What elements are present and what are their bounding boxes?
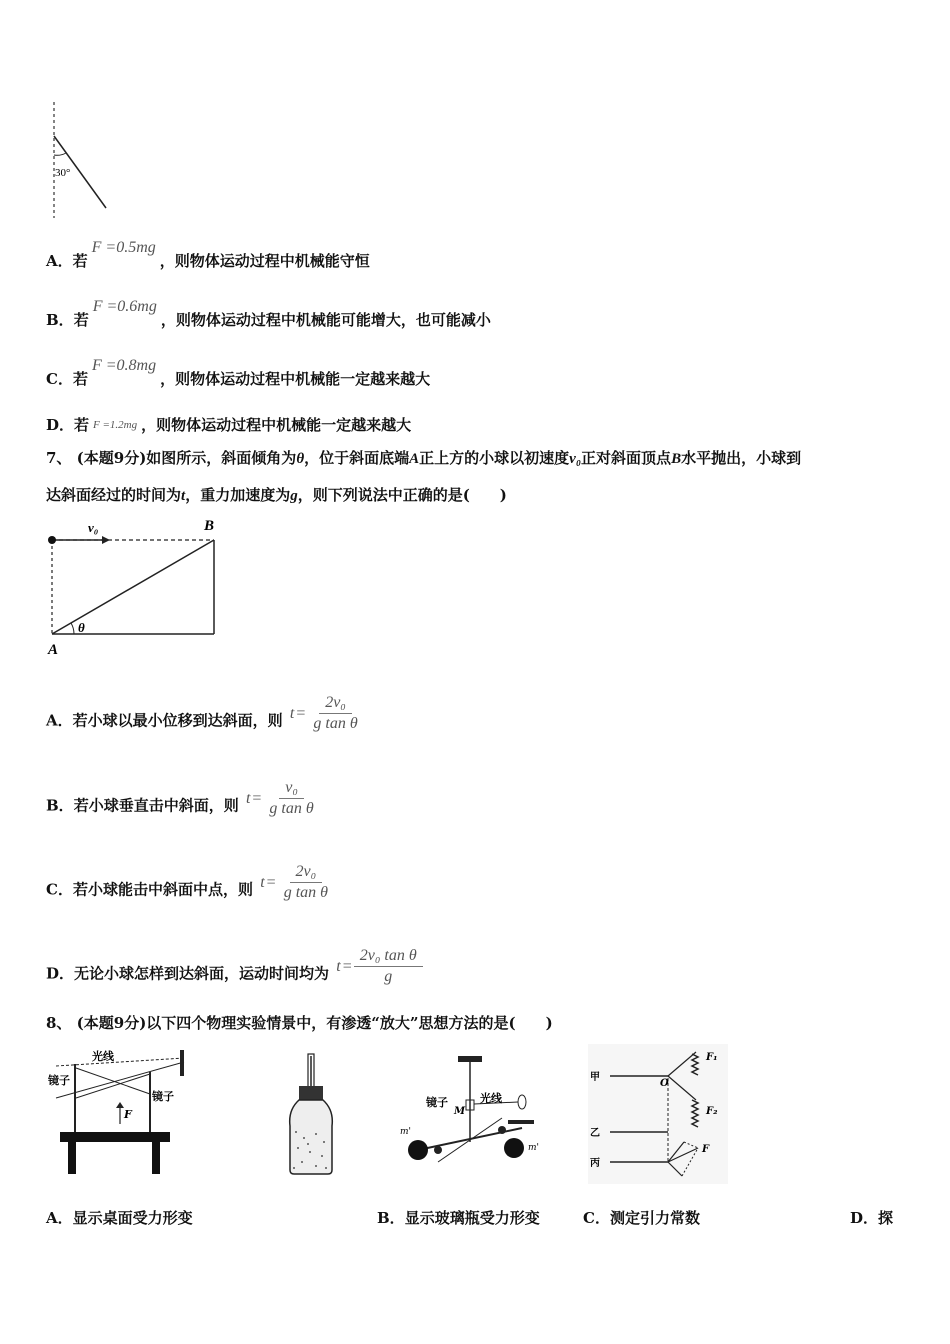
force-label: F (124, 1108, 132, 1121)
mirror1-label: 镜子 (48, 1074, 70, 1087)
torsion-light-label: 光线 (480, 1092, 502, 1105)
theta-label: θ (78, 620, 85, 635)
q7-figure (44, 512, 224, 658)
mirror2-label: 镜子 (152, 1090, 174, 1103)
torsion-m1-label: m' (400, 1127, 412, 1137)
q8-figure-bottle (282, 1052, 342, 1177)
q6-figure (46, 100, 116, 220)
q6-option-d[interactable]: D．若 F =1.2mg ，则物体运动过程中机械能一定越来越大 (46, 416, 412, 434)
o-label: O (660, 1078, 669, 1089)
q8-stem: 8、 (本题9分)以下四个物理实验情景中，有渗透“放大”思想方法的是( ) (46, 1014, 553, 1032)
q7-option-d[interactable]: D．无论小球怎样到达斜面，运动时间均为 t = $\frac{\text{2v₀ tan θ}}{g}$ (46, 955, 423, 994)
f1-label: F₁ (706, 1052, 718, 1063)
q7-stem: 7、 (本题9分)如图所示，斜面倾角为θ，位于斜面底端A正上方的小球以初速度v₀正对斜面顶点B水平抛出，小球到 达斜面经过的时间为t，重力加速度为g，则下列说法中正确的是( ) (46, 449, 802, 504)
q7-option-a[interactable]: A．若小球以最小位移到达斜面，则 t = $\frac{\text{2v₀}}{\text{g tan θ}}$ (46, 694, 358, 732)
f2-label: F₂ (706, 1106, 718, 1117)
q6-option-a[interactable]: A．若F =0.5mg，则物体运动过程中机械能守恒 (46, 239, 370, 270)
torsion-m-label: M (454, 1106, 466, 1117)
angle-label: 30° (55, 167, 71, 179)
b-label: B (204, 518, 215, 534)
f-label: F (702, 1144, 710, 1155)
q8-figure-springs (588, 1044, 728, 1184)
row3-label: 丙 (590, 1158, 600, 1169)
v0-label: v₀ (88, 520, 99, 535)
row1-label: 甲 (590, 1072, 600, 1083)
q8-option-d[interactable]: D．探 (850, 1209, 894, 1227)
q8-option-a[interactable]: A．显示桌面受力形变 (46, 1209, 193, 1227)
q8-figure-torsion (398, 1054, 558, 1179)
q6-option-b[interactable]: B．若F =0.6mg，则物体运动过程中机械能可能增大，也可能减小 (46, 298, 491, 329)
q6-option-c[interactable]: C．若F =0.8mg，则物体运动过程中机械能一定越来越大 (46, 357, 431, 388)
light-label: 光线 (92, 1050, 114, 1063)
q8-figure-desk (46, 1046, 196, 1176)
torsion-mirror-label: 镜子 (426, 1096, 448, 1109)
torsion-m2-label: m' (528, 1143, 540, 1153)
a-label: A (48, 642, 59, 658)
q7-option-b[interactable]: B．若小球垂直击中斜面，则 t = $\frac{\text{v₀}}{\text{g tan θ}}$ (46, 779, 314, 817)
q8-option-c[interactable]: C．测定引力常数 (583, 1209, 700, 1227)
q8-option-b[interactable]: B．显示玻璃瓶受力形变 (377, 1209, 540, 1227)
row2-label: 乙 (590, 1128, 600, 1139)
q7-option-c[interactable]: C．若小球能击中斜面中点，则 t = $\frac{\text{2v₀}}{\text{g tan θ}}$ (46, 863, 328, 901)
